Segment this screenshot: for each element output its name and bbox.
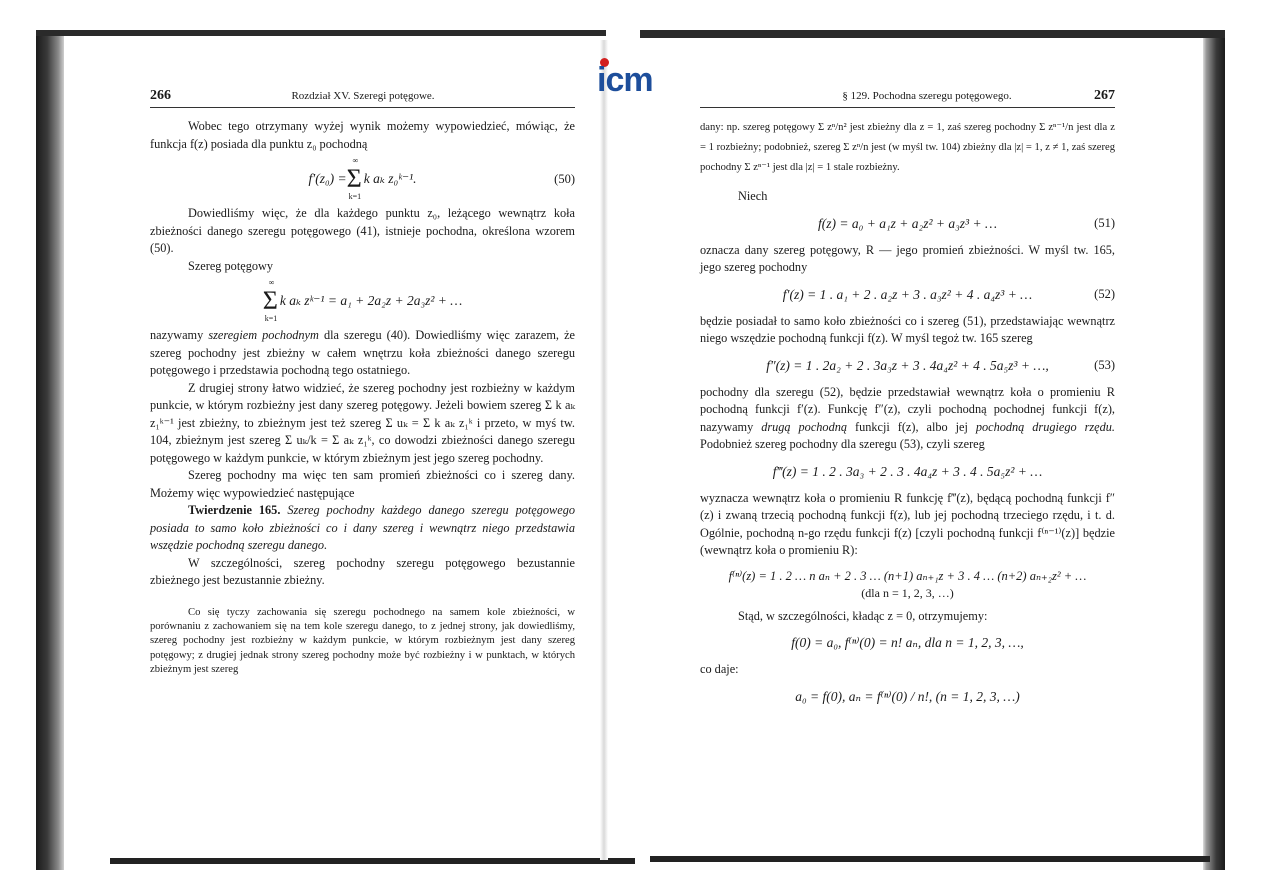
equation-nth-condition bbox=[700, 586, 1115, 602]
eq53-number: (53) bbox=[1094, 358, 1115, 372]
theorem-label: Twierdzenie 165. bbox=[188, 503, 281, 517]
eq50-number: (50) bbox=[554, 171, 575, 186]
scan-border-bottom-left bbox=[110, 858, 635, 864]
right-paragraph-2: będzie posiadał to samo koło zbieżności co i szereg (51), przedstawiając wewnątrz niego wszędzie pochodną funkcji f(z). W myśl tegoż tw. 165 szereg bbox=[700, 313, 1115, 345]
theorem-165 bbox=[150, 502, 575, 555]
right-page bbox=[700, 88, 1115, 715]
eq52-body: f′(z) = 1 . a₁ + 2 . a₂z + 3 . a₃z² + 4 . a₄z³ + … bbox=[782, 286, 1033, 302]
p4-text-pre: nazywamy bbox=[150, 328, 209, 342]
eq-nth-condition: (dla n = 1, 2, 3, …) bbox=[861, 586, 954, 600]
eq50-lower-limit: k=1 bbox=[348, 192, 362, 201]
left-paragraph-7: W szczególności, szereg pochodny szeregu potęgowego bezustannie zbieżnego jest bezustannie zbieżny. bbox=[150, 555, 575, 587]
eq50-rhs: k aₖ z₀ᵏ⁻¹. bbox=[363, 171, 417, 186]
eq-derived-upper-limit: ∞ bbox=[268, 278, 275, 287]
left-paragraph-1: Wobec tego otrzymany wyżej wynik możemy wypowiedzieć, mówiąc, że funkcja f(z) posiada dla punktu z₀ pochodną bbox=[150, 119, 575, 151]
eq51-body: f(z) = a₀ + a₁z + a₂z² + a₃z³ + … bbox=[818, 215, 997, 231]
scan-border-right bbox=[1203, 30, 1225, 870]
left-page bbox=[150, 88, 575, 678]
equation-52 bbox=[700, 283, 1115, 307]
co-daje-label: co daje: bbox=[700, 662, 739, 676]
eq50-lhs: f′(z₀) = bbox=[308, 171, 347, 186]
eq-nth-body: f⁽ⁿ⁾(z) = 1 . 2 … n aₙ + 2 . 3 … (n+1) aₙ₊₁z + 3 . 4 … (n+2) aₙ₊₂z² + … bbox=[728, 568, 1087, 583]
niech-label: Niech bbox=[738, 189, 768, 203]
p4-text-post: dla szeregu (40). Dowiedliśmy więc zarazem, że szereg pochodny jest zbieżny w całem wnętrzu koła zbieżności danego szeregu potęgowego i przedstawia pochodną tego ostatniego. bbox=[150, 328, 576, 377]
equation-coefficients bbox=[700, 685, 1115, 709]
p3-text-pre: pochodny dla szeregu (52), będzie przedstawiał wewnątrz koła o promieniu R pochodną funkcji f′(z). Funkcję f″(z), czyli pochodną pochodnej funkcji f(z), nazywamy bbox=[700, 384, 1115, 434]
equation-51 bbox=[700, 212, 1115, 236]
right-paragraph-4: wyznacza wewnątrz koła o promieniu R funkcję f‴(z), będącą pochodną funkcji f″(z) i zwaną trzecią pochodną funkcji f(z), lub jej pochodną trzeciego rzędu, i t. d. Ogólnie, pochodną n-go rzędu funkcji f(z) [czyli pochodną funkcji f⁽ⁿ⁻¹⁾(z)] będzie (wewnątrz koła o promieniu R): bbox=[700, 490, 1115, 557]
right-running-title: § 129. Pochodna szeregu potęgowego. bbox=[842, 90, 1012, 102]
p3-term-second-derivative: drugą pochodną bbox=[761, 419, 848, 434]
equation-nth-derivative bbox=[700, 566, 1115, 586]
p3-term-second-order: pochodną drugiego rzędu. bbox=[975, 419, 1116, 434]
eq50-upper-limit: ∞ bbox=[352, 156, 359, 165]
sigma-symbol: Σ ∞ k=1 bbox=[262, 278, 278, 323]
scan-border-top-left bbox=[36, 30, 606, 36]
right-paragraph-3 bbox=[700, 384, 1115, 454]
icm-logo bbox=[597, 60, 667, 100]
equation-at-zero bbox=[700, 631, 1115, 655]
right-running-head bbox=[700, 88, 1115, 108]
left-paragraph-4 bbox=[150, 327, 575, 380]
eq-derived-rhs: k aₖ zᵏ⁻¹ = a₁ + 2a₂z + 2a₃z² + … bbox=[279, 293, 463, 308]
footnote-continuation: dany: np. szereg potęgowy Σ zⁿ/n² jest zbieżny dla z = 1, zaś szereg pochodny Σ zⁿ⁻¹/n jest dla z = 1 rozbieżny; podobnież, szereg Σ zⁿ/n jest (w myśl tw. 104) zbieżny dla |z| = 1, z ≠ 1, zaś szereg pochodny Σ zⁿ⁻¹ jest dla |z| = 1 stale rozbieżny. bbox=[700, 122, 1115, 173]
theorem-text: Szereg pochodny każdego danego szeregu potęgowego posiada to samo koło zbieżności co i dany szereg i wewnątrz niego przedstawia wszędzie pochodną szeregu danego. bbox=[150, 503, 575, 552]
scan-border-left bbox=[36, 30, 64, 870]
left-running-title: Rozdział XV. Szeregi potęgowe. bbox=[291, 90, 435, 102]
equation-third-derivative bbox=[700, 460, 1115, 484]
scan-border-top-right bbox=[640, 30, 1225, 38]
eq-final-body: a₀ = f(0), aₙ = f⁽ⁿ⁾(0) / n!, (n = 1, 2, 3, …) bbox=[795, 688, 1020, 704]
eq-derived-lower-limit: k=1 bbox=[264, 314, 278, 323]
eq52-number: (52) bbox=[1094, 287, 1115, 301]
p4-term-emphasis: szeregiem pochodnym bbox=[208, 328, 319, 342]
left-paragraph-2: Dowiedliśmy więc, że dla każdego punktu z₀, leżącego wewnątrz koła zbieżności danego szeregu potęgowego (41), istnieje pochodna, określona wzorem (50). bbox=[150, 206, 575, 255]
left-paragraph-5: Z drugiej strony łatwo widzieć, że szereg pochodny jest rozbieżny w każdym punkcie, w którym rozbieżny jest dany szereg potęgowy. Jeżeli bowiem szereg Σ k aₖ z₁ᵏ⁻¹ jest zbieżny, to zbieżnym jest też szereg Σ uₖ = Σ k aₖ z₁ᵏ i przeto, w myś tw. 104, zbieżnym jest szereg Σ uₖ/k = Σ aₖ z₁ᵏ, co dowodzi zbieżności danego szeregu potęgowego w każdym punkcie, w którym zbieżnym jest jego szereg pochodny. bbox=[150, 380, 575, 465]
equation-derived-series bbox=[150, 278, 575, 323]
equation-53 bbox=[700, 354, 1115, 378]
equation-50 bbox=[150, 156, 575, 201]
left-page-number: 266 bbox=[150, 88, 171, 103]
eq53-body: f″(z) = 1 . 2a₂ + 2 . 3a₃z + 3 . 4a₄z² + 4 . 5a₅z³ + …, bbox=[766, 357, 1049, 373]
left-paragraph-6: Szereg pochodny ma więc ten sam promień zbieżności co i szereg dany. Możemy więc wypowiedzieć następujące bbox=[150, 468, 575, 500]
logo-text: icm bbox=[597, 61, 653, 99]
right-page-number: 267 bbox=[1094, 88, 1115, 103]
p3-text-mid: funkcji f(z), albo jej bbox=[847, 419, 976, 434]
sigma-symbol: Σ ∞ k=1 bbox=[346, 156, 362, 201]
right-paragraph-5: Stąd, w szczególności, kładąc z = 0, otrzymujemy: bbox=[738, 608, 988, 623]
left-paragraph-3: Szereg potęgowy bbox=[188, 258, 274, 273]
right-paragraph-1: oznacza dany szereg potęgowy, R — jego promień zbieżności. W myśl tw. 165, jego szereg pochodny bbox=[700, 242, 1115, 274]
left-running-head bbox=[150, 88, 575, 108]
footnote: Co się tyczy zachowania się szeregu pochodnego na samem kole zbieżności, w porównaniu z zachowaniem się na tem kole szeregu danego, to z jednej strony, jak dowiedliśmy, szereg pochodny jest rozbieżny w każdym punkcie, w którym rozbieżnym jest dany szereg potęgowy; z drugiej jednak strony szereg pochodny może być rozbieżny i w punktach, w których zbieżnym jest szereg bbox=[150, 606, 575, 676]
scan-border-bottom-right bbox=[650, 856, 1210, 862]
eq51-number: (51) bbox=[1094, 216, 1115, 230]
p3-text-post: Podobnież szereg pochodny dla szeregu (53), czyli szereg bbox=[700, 437, 985, 451]
eq-third-body: f‴(z) = 1 . 2 . 3a₃ + 2 . 3 . 4a₄z + 3 . 4 . 5a₅z² + … bbox=[772, 463, 1043, 479]
book-gutter bbox=[600, 40, 608, 860]
eq-zero-body: f(0) = a₀, f⁽ⁿ⁾(0) = n! aₙ, dla n = 1, 2, 3, …, bbox=[791, 635, 1024, 650]
